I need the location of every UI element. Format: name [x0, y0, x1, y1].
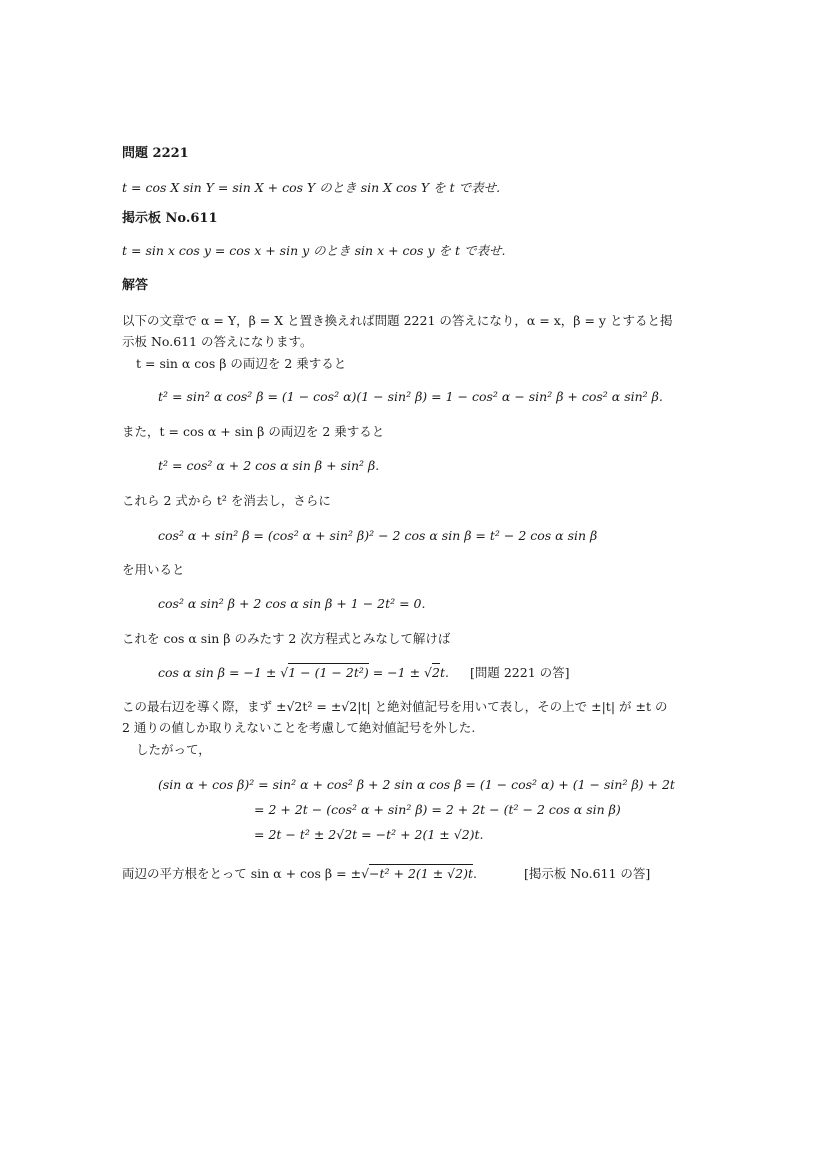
equation-5-radicand-2: 2 [432, 665, 440, 680]
equation-6-line-1: (sin α + cos β)² = sin² α + cos² β + 2 sin α cos β = (1 − cos² α) + (1 − sin² β) + 2t [158, 777, 675, 792]
note-line-1: この最右辺を導く際，まず ±√2t² = ±√2|t| と絶対値記号を用いて表し，その上で ±|t| が ±t の [122, 699, 668, 714]
equation-1: t² = sin² α cos² β = (1 − cos² α)(1 − sin² β) = 1 − cos² α − sin² β + cos² α sin² β. [158, 389, 663, 404]
final-answer [122, 866, 477, 882]
problem-statement: t = cos X sin Y = sin X + cos Y のとき sin X cos Y を t で表せ. [122, 180, 501, 195]
equation-6-line-3: = 2t − t² ± 2√2t = −t² + 2(1 ± √2)t. [254, 827, 484, 842]
board-statement: t = sin x cos y = cos x + sin y のとき sin x + cos y を t で表せ. [122, 243, 506, 258]
final-dot: . [472, 866, 477, 881]
board-heading: 掲示板 No.611 [122, 211, 218, 226]
equation-3: cos² α + sin² β = (cos² α + sin² β)² − 2 cos α sin β = t² − 2 cos α sin β [158, 528, 598, 543]
equation-2: t² = cos² α + 2 cos α sin β + sin² β. [158, 458, 380, 473]
step2-text: また，t = cos α + sin β の両辺を 2 乗すると [122, 424, 385, 439]
intro-line-1: 以下の文章で α = Y，β = X と置き換えれば問題 2221 の答えになり，α = x，β = y とすると掲 [122, 313, 673, 328]
step3-text: これら 2 式から t² を消去し，さらに [122, 493, 331, 508]
equation-4: cos² α sin² β + 2 cos α sin β + 1 − 2t² = 0. [158, 596, 426, 611]
step4-text: を用いると [122, 562, 185, 577]
step6-text: したがって， [136, 742, 211, 757]
note-line-2: 2 通りの値しか取りえないことを考慮して絶対値記号を外した. [122, 720, 476, 735]
sqrt-sign-icon: √ [424, 665, 433, 680]
final-tag: [掲示板 No.611 の答] [524, 866, 651, 881]
sqrt-sign-icon: √ [361, 866, 370, 881]
equation-5-lhs: cos α sin β = −1 ± [158, 665, 277, 680]
step1-text: t = sin α cos β の両辺を 2 乗すると [136, 356, 347, 371]
sqrt-sign-icon: √ [280, 665, 289, 680]
equation-5-tail: t. [439, 665, 449, 680]
step5-text: これを cos α sin β のみたす 2 次方程式とみなして解けば [122, 631, 451, 646]
answer-heading: 解答 [122, 278, 149, 293]
equation-5-tag: [問題 2221 の答] [470, 665, 570, 680]
intro-line-2: 示板 No.611 の答えになります。 [122, 334, 313, 349]
equation-5-radicand-1: 1 − (1 − 2t²) [288, 665, 369, 680]
equation-5-mid: = −1 ± [372, 665, 421, 680]
equation-6-line-2: = 2 + 2t − (cos² α + sin² β) = 2 + 2t − (t² − 2 cos α sin β) [254, 802, 621, 817]
equation-5 [158, 665, 449, 681]
final-lhs: 両辺の平方根をとって sin α + cos β = ± [122, 866, 362, 881]
final-radicand: −t² + 2(1 ± √2)t [369, 866, 473, 881]
problem-heading: 問題 2221 [122, 146, 189, 161]
